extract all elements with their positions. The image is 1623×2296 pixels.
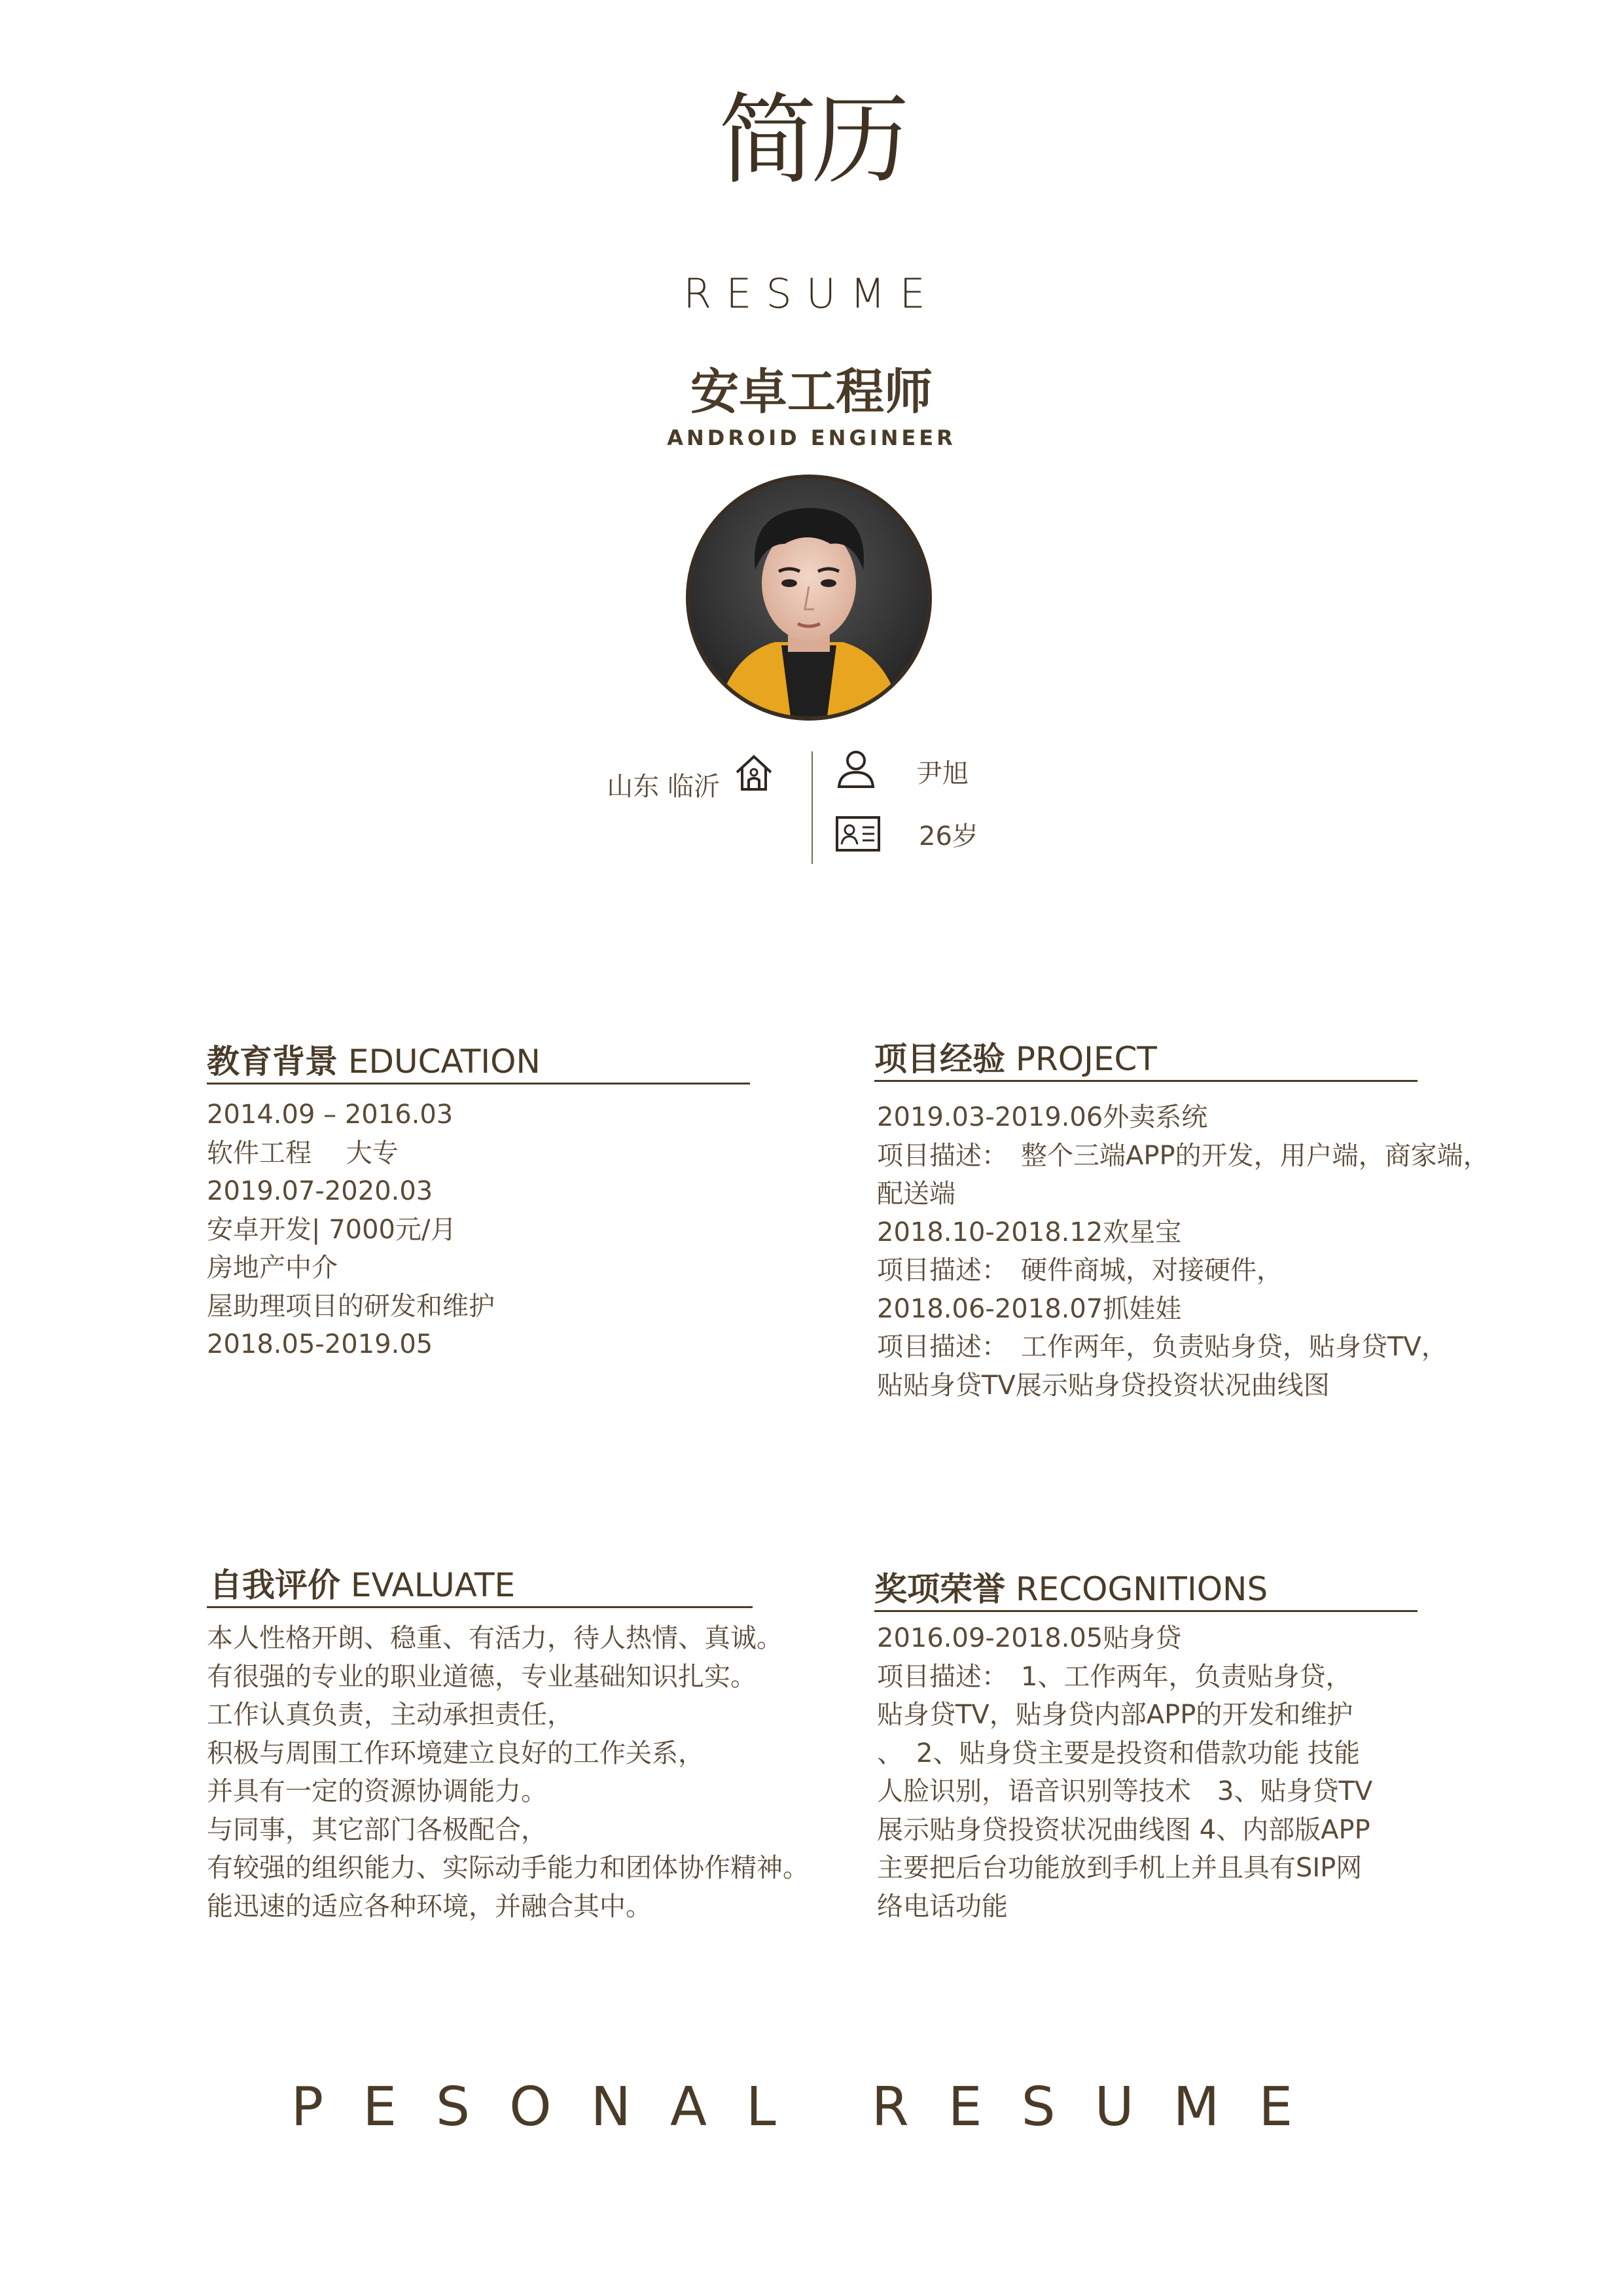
list-item: 工作认真负责，主动承担责任， bbox=[207, 1700, 573, 1730]
list-item: 屋助理项目的研发和维护 bbox=[207, 1291, 495, 1321]
avatar-photo bbox=[690, 478, 928, 717]
resume-logo-english: RESUME bbox=[683, 270, 940, 317]
list-item: 项目描述： 整个三端APP的开发，用户端，商家端， bbox=[877, 1140, 1489, 1171]
project-body bbox=[877, 1098, 1489, 1405]
education-title-en: EDUCATION bbox=[348, 1043, 541, 1081]
recognitions-body bbox=[877, 1619, 1372, 1926]
list-item: 与同事，其它部门各极配合， bbox=[207, 1814, 547, 1845]
project-rule bbox=[874, 1080, 1418, 1082]
list-item: 房地产中介 bbox=[207, 1253, 338, 1283]
home-icon bbox=[733, 751, 775, 793]
list-item: 2016.09-2018.05贴身贷 bbox=[877, 1623, 1182, 1653]
list-item: 配送端 bbox=[877, 1179, 955, 1209]
job-title-english: ANDROID ENGINEER bbox=[667, 425, 956, 450]
list-item: 2018.05-2019.05 bbox=[207, 1329, 433, 1359]
evaluate-title-cn: 自我评价 bbox=[209, 1566, 340, 1604]
list-item: 2018.10-2018.12欢星宝 bbox=[877, 1217, 1182, 1247]
list-item: 安卓开发| 7000元/月 bbox=[207, 1214, 457, 1245]
education-title-cn: 教育背景 bbox=[207, 1043, 338, 1081]
list-item: 有很强的专业的职业道德，专业基础知识扎实。 bbox=[207, 1661, 757, 1692]
education-heading bbox=[207, 1035, 541, 1083]
recognitions-title-en: RECOGNITIONS bbox=[1015, 1570, 1268, 1608]
education-body bbox=[207, 1096, 495, 1364]
recognitions-title-cn: 奖项荣誉 bbox=[874, 1570, 1005, 1608]
list-item: 能迅速的适应各种环境，并融合其中。 bbox=[207, 1891, 652, 1922]
list-item: 2018.06-2018.07抓娃娃 bbox=[877, 1293, 1182, 1324]
resume-logo-chinese: 简历 bbox=[718, 84, 904, 198]
project-title-cn: 项目经验 bbox=[874, 1040, 1005, 1078]
list-item: 2014.09 – 2016.03 bbox=[207, 1100, 454, 1130]
info-divider bbox=[812, 751, 813, 864]
list-item: 项目描述： 硬件商城，对接硬件， bbox=[877, 1255, 1283, 1285]
list-item: 贴贴身贷TV展示贴身贷投资状况曲线图 bbox=[877, 1370, 1330, 1401]
list-item: 软件工程 大专 bbox=[207, 1138, 399, 1168]
id-card-icon bbox=[835, 814, 881, 853]
location-text: 山东 临沂 bbox=[607, 772, 720, 802]
evaluate-title-en: EVALUATE bbox=[350, 1566, 516, 1604]
name-text: 尹旭 bbox=[916, 759, 969, 789]
project-title-en: PROJECT bbox=[1015, 1040, 1157, 1078]
evaluate-heading bbox=[209, 1559, 515, 1606]
recognitions-rule bbox=[874, 1610, 1418, 1612]
list-item: 2019.07-2020.03 bbox=[207, 1176, 433, 1206]
education-rule bbox=[207, 1083, 750, 1085]
footer-title: PESONAL RESUME bbox=[291, 2076, 1332, 2138]
age-text: 26岁 bbox=[919, 821, 978, 852]
list-item: 有较强的组织能力、实际动手能力和团体协作精神。 bbox=[207, 1853, 809, 1883]
list-item: 、 2、贴身贷主要是投资和借款功能 技能 bbox=[877, 1738, 1361, 1768]
list-item: 展示贴身贷投资状况曲线图 4、内部版APP bbox=[877, 1814, 1370, 1845]
evaluate-rule bbox=[207, 1606, 753, 1608]
avatar bbox=[686, 475, 932, 721]
list-item: 主要把后台功能放到手机上并且具有SIP网 bbox=[877, 1853, 1363, 1883]
project-heading bbox=[874, 1033, 1157, 1080]
list-item: 人脸识别，语音识别等技术 3、贴身贷TV bbox=[877, 1776, 1373, 1806]
list-item: 积极与周围工作环境建立良好的工作关系， bbox=[207, 1738, 704, 1768]
list-item: 络电话功能 bbox=[877, 1891, 1008, 1922]
person-icon bbox=[835, 747, 877, 789]
job-title: 安卓工程师 bbox=[690, 364, 933, 420]
list-item: 并具有一定的资源协调能力。 bbox=[207, 1776, 547, 1806]
list-item: 本人性格开朗、稳重、有活力，待人热情、真诚。 bbox=[207, 1623, 783, 1653]
list-item: 2019.03-2019.06外卖系统 bbox=[877, 1102, 1208, 1132]
evaluate-body bbox=[207, 1619, 809, 1926]
list-item: 贴身贷TV，贴身贷内部APP的开发和维护 bbox=[877, 1700, 1353, 1730]
list-item: 项目描述： 工作两年，负责贴身贷，贴身贷TV， bbox=[877, 1332, 1448, 1362]
recognitions-heading bbox=[874, 1563, 1268, 1610]
list-item: 项目描述： 1、工作两年，负责贴身贷， bbox=[877, 1661, 1352, 1692]
